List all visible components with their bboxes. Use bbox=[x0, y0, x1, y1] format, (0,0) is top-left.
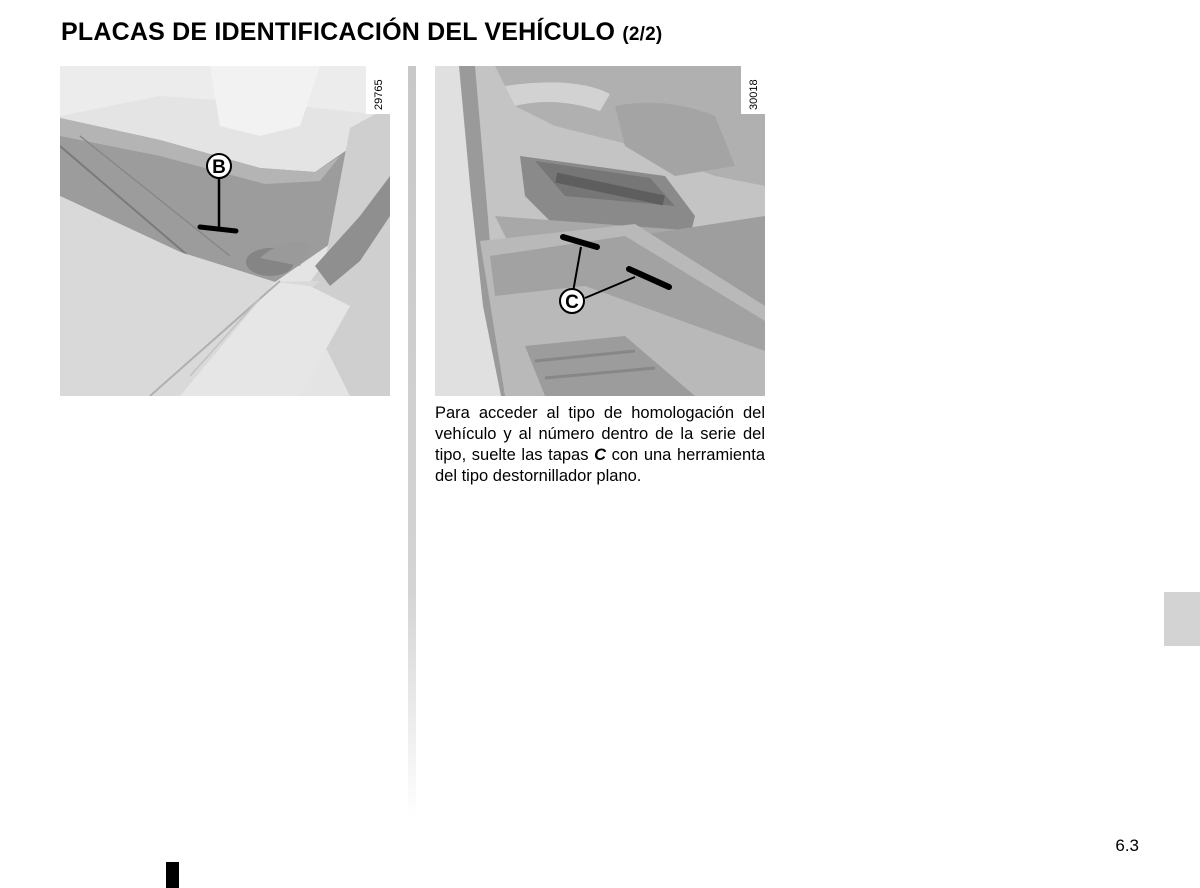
instruction-paragraph bbox=[435, 403, 765, 487]
column-divider bbox=[408, 66, 416, 818]
instruction-text-end: con una herramienta del tipo destornillador plano. bbox=[435, 446, 765, 485]
figure-code-right: 30018 bbox=[748, 79, 760, 110]
callout-b-label: B bbox=[212, 157, 226, 178]
seat-base-illustration bbox=[435, 66, 765, 396]
instruction-text-start: Para acceder al tipo de homologación del vehículo y al número dentro de la serie del tipo, suelte las tapas bbox=[435, 404, 765, 464]
page-number: 6.3 bbox=[1115, 836, 1139, 855]
page-fraction: (2/2) bbox=[622, 24, 663, 45]
corner-crop-mark bbox=[166, 862, 179, 888]
page-title-text: PLACAS DE IDENTIFICACIÓN DEL VEHÍCULO bbox=[61, 18, 616, 46]
figure-windscreen-plate-b bbox=[60, 66, 390, 396]
chapter-side-tab bbox=[1164, 592, 1200, 646]
windscreen-illustration bbox=[60, 66, 390, 396]
instruction-emphasis: C bbox=[594, 446, 607, 464]
page-title bbox=[61, 18, 662, 47]
figure-code-left: 29765 bbox=[373, 79, 385, 110]
figure-seat-base-plates-c bbox=[435, 66, 765, 396]
callout-c-label: C bbox=[565, 292, 579, 313]
